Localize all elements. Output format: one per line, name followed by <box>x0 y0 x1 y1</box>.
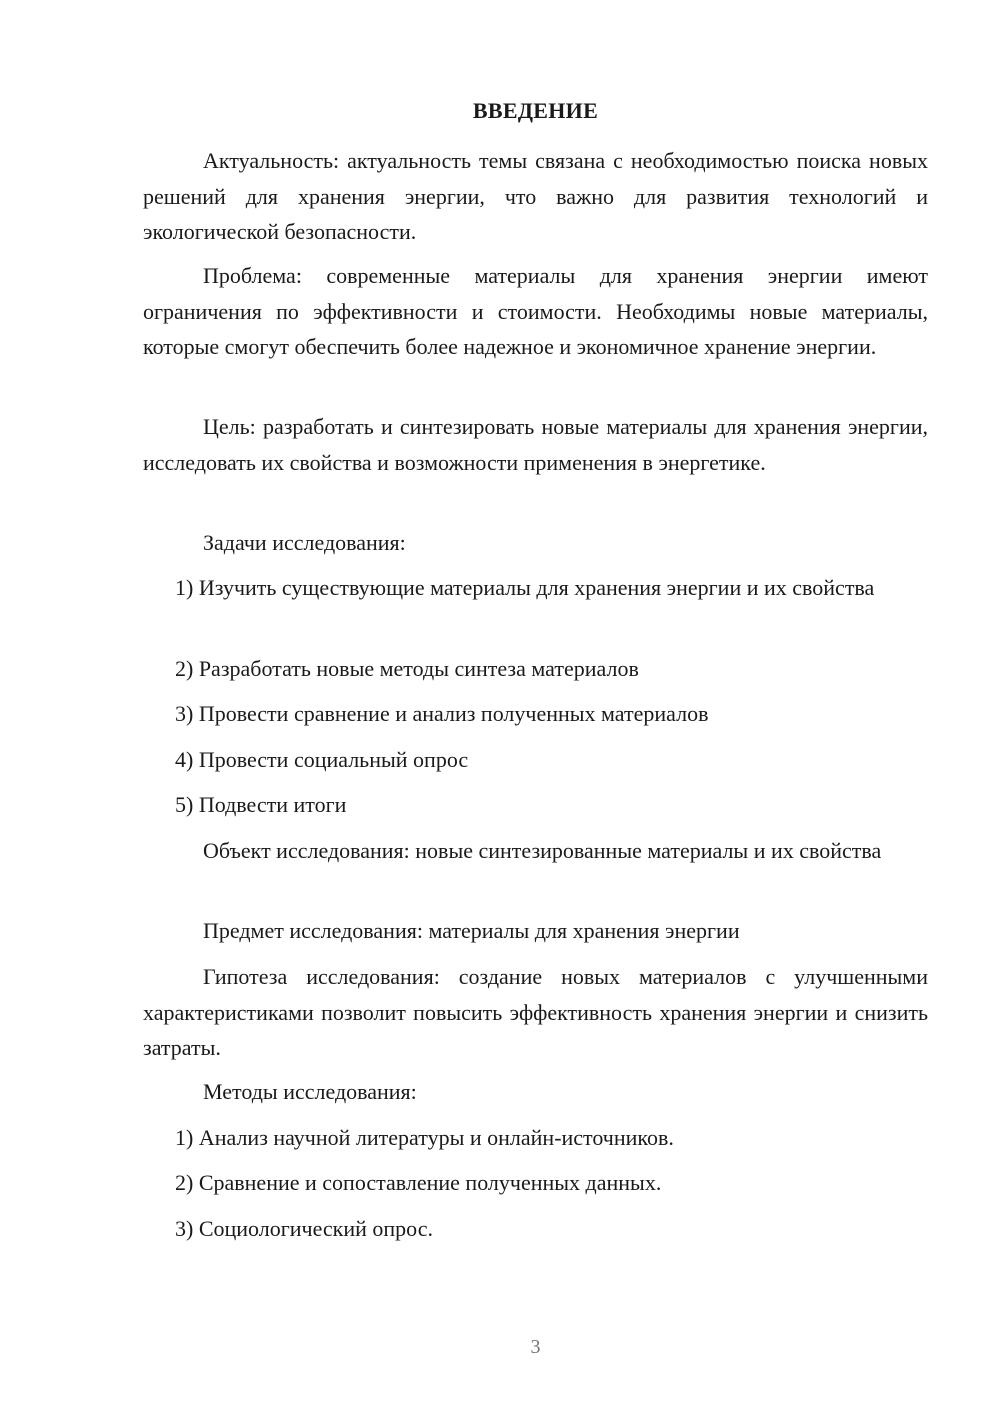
hypothesis-paragraph: Гипотеза исследования: создание новых материалов с улучшенными характеристиками позволит повысить эффективность хранения энергии и снизить затраты. <box>143 964 928 1060</box>
task-item: 5) Подвести итоги <box>175 792 347 817</box>
problem-paragraph: Проблема: современные материалы для хранения энергии имеют ограничения по эффективности и стоимости. Необходимы новые материалы, которые смогут обеспечить более надежное и экономичное хранение энергии. <box>143 263 928 359</box>
method-item: 3) Социологический опрос. <box>175 1216 433 1241</box>
section-title: ВВЕДЕНИЕ <box>472 98 599 123</box>
methods-heading: Методы исследования: <box>203 1079 417 1104</box>
method-item: 2) Сравнение и сопоставление полученных данных. <box>175 1170 662 1195</box>
goal-paragraph: Цель: разработать и синтезировать новые материалы для хранения энергии, исследовать их свойства и возможности применения в энергетике. <box>143 414 928 475</box>
object-paragraph: Объект исследования: новые синтезированные материалы и их свойства <box>203 838 882 863</box>
task-item: 4) Провести социальный опрос <box>175 747 469 772</box>
document-page <box>143 0 928 1414</box>
subject-paragraph: Предмет исследования: материалы для хранения энергии <box>203 918 740 943</box>
relevance-paragraph: Актуальность: актуальность темы связана с необходимостью поиска новых решений для хранения энергии, что важно для развития технологий и экологической безопасности. <box>143 148 928 244</box>
task-item: 2) Разработать новые методы синтеза материалов <box>175 656 639 681</box>
page-number: 3 <box>530 1336 541 1358</box>
task-item: 1) Изучить существующие материалы для хранения энергии и их свойства <box>175 575 875 600</box>
task-item: 3) Провести сравнение и анализ полученных материалов <box>175 701 709 726</box>
method-item: 1) Анализ научной литературы и онлайн-источников. <box>175 1125 674 1150</box>
tasks-heading: Задачи исследования: <box>203 530 406 555</box>
